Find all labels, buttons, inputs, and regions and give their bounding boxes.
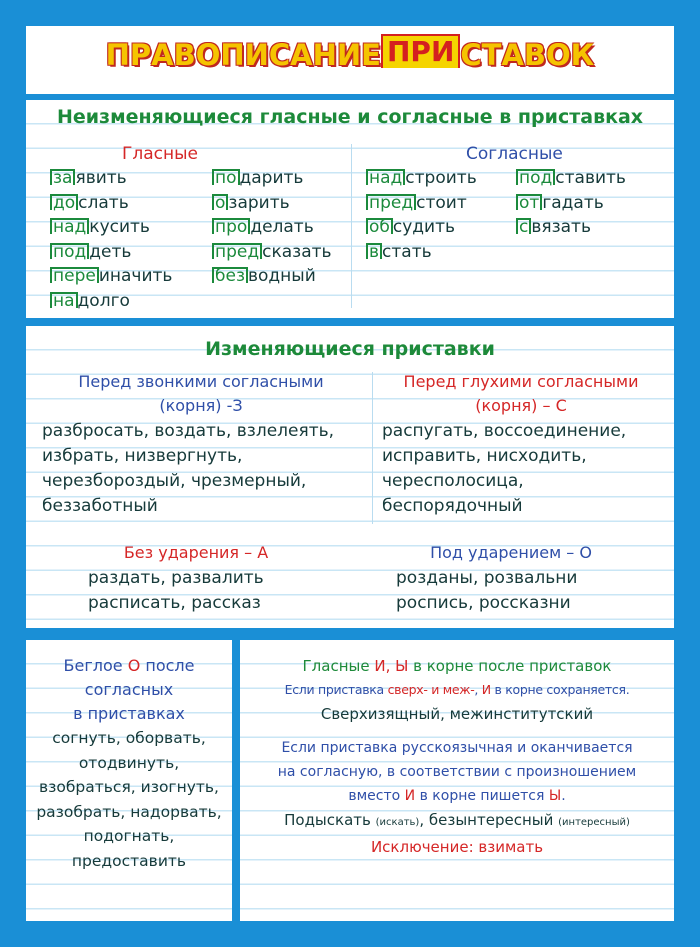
prefix-word <box>366 166 477 191</box>
voiced-examples <box>42 419 334 519</box>
word-rest: кусить <box>89 217 150 237</box>
word-rest: стать <box>382 241 432 262</box>
prefix-highlight: под <box>516 169 555 185</box>
prefix-highlight: под <box>50 243 89 259</box>
consonants-label: Согласные <box>466 144 563 164</box>
page-title <box>26 35 674 72</box>
prefix-highlight: об <box>366 218 393 234</box>
fleeting-o-heading <box>26 654 232 678</box>
i-y-heading-pre: Гласные <box>302 657 375 675</box>
heading-o: О <box>127 656 141 675</box>
prefix-highlight: о <box>212 194 228 210</box>
voiced-rule-line1: Перед звонкими согласными <box>78 372 324 391</box>
prefix-highlight: без <box>212 267 248 283</box>
word-rest: стоит <box>416 192 467 213</box>
i-y-rule-section <box>240 640 674 921</box>
prefix-highlight: с <box>516 218 531 234</box>
word-rest: судить <box>392 217 456 237</box>
prefix-word <box>516 166 626 191</box>
example-line: роспись, россказни <box>396 593 571 613</box>
section2-heading: Изменяющиеся приставки <box>205 338 495 360</box>
prefix-word <box>50 191 172 216</box>
i-y-heading-post: в корне после приставок <box>408 657 612 675</box>
prefix-word <box>50 264 172 289</box>
example-line: разобрать, надорвать, <box>36 802 222 821</box>
para3-y: Ы <box>548 788 562 804</box>
i-y-heading-letters: И, Ы <box>374 657 409 675</box>
prefix-highlight: над <box>50 218 89 234</box>
prefix-word <box>516 215 626 240</box>
example-note-2: (интересный) <box>558 817 630 828</box>
stressed-label: Под ударением – О <box>430 543 592 562</box>
title-prefix-highlight: ПРИ <box>381 34 460 68</box>
example-line: согнуть, оборвать, <box>52 729 206 747</box>
prefix-word <box>212 215 332 240</box>
word-rest: деть <box>89 241 132 262</box>
exception-line: Исключение: взимать <box>370 838 544 856</box>
heading-line3: в приставках <box>73 704 185 723</box>
word-rest: ставить <box>555 168 626 188</box>
prefix-word <box>212 191 332 216</box>
prefix-highlight: от <box>516 194 542 210</box>
word-rest: долго <box>77 290 130 311</box>
para3-post: . <box>561 788 566 804</box>
heading-line2: согласных <box>84 680 174 699</box>
prefix-highlight: пред <box>212 243 262 259</box>
example-line: беззаботный <box>42 496 158 516</box>
prefix-word <box>50 289 172 314</box>
changing-prefixes-section <box>26 326 674 628</box>
word-rest: слать <box>78 192 129 213</box>
voiceless-rule-line2: (корня) – С <box>475 396 567 415</box>
vowels-col-1 <box>50 166 172 313</box>
sverh-mezh-rule <box>240 678 674 702</box>
sverh-mezh-examples: Сверхизящный, межинститутский <box>320 705 594 723</box>
example-line: подогнать, <box>83 827 175 845</box>
section1-divider <box>351 144 352 308</box>
prefix-word <box>50 240 172 265</box>
example-line: отодвинуть, <box>78 753 180 772</box>
prefix-highlight: на <box>50 292 78 308</box>
word-rest: иначить <box>98 266 173 286</box>
example-line: распугать, воссоединение, <box>382 421 627 441</box>
example-word-1: Подыскать <box>284 811 371 829</box>
prefix-word <box>50 215 172 240</box>
consonants-col-2 <box>516 166 626 240</box>
unstressed-label: Без ударения – А <box>123 543 269 562</box>
voiced-rule-line2: (корня) -З <box>159 396 243 415</box>
prefix-word <box>516 191 626 216</box>
title-part-1: ПРАВОПИСАНИЕ <box>105 38 381 72</box>
fleeting-o-examples <box>26 726 232 873</box>
prefix-highlight: про <box>212 218 250 234</box>
prefix-word <box>50 166 172 191</box>
word-rest: строить <box>405 168 477 188</box>
example-line: разбросать, воздать, взлелеять, <box>42 421 335 441</box>
example-note-1: (искать) <box>375 817 420 828</box>
prefix-word <box>366 191 477 216</box>
voiceless-examples <box>382 419 626 519</box>
prefix-highlight: пред <box>366 194 416 210</box>
example-line: предоставить <box>71 851 187 870</box>
voiced-rule <box>36 370 366 418</box>
prefix-highlight: до <box>50 194 78 210</box>
example-line: чересполосица, <box>382 471 524 491</box>
prefix-word <box>212 240 332 265</box>
title-part-2: СТАВОК <box>460 38 595 72</box>
prefix-highlight: над <box>366 169 405 185</box>
para-line2: на согласную, в соответствии с произношением <box>277 764 637 780</box>
example-line: исправить, нисходить, <box>382 446 587 466</box>
prefix-highlight: по <box>212 169 240 185</box>
example-line: раздать, развалить <box>88 568 264 588</box>
prefix-word <box>212 166 332 191</box>
example-line: беспорядочный <box>382 496 523 516</box>
heading-post: после <box>140 656 195 675</box>
prefix-highlight: за <box>50 169 75 185</box>
i-y-heading <box>240 654 674 678</box>
prefix-word <box>366 215 477 240</box>
example-words <box>240 808 674 835</box>
unstressed-examples <box>88 566 264 616</box>
word-rest: водный <box>247 266 316 286</box>
example-word-2: безынтересный <box>428 811 554 829</box>
word-rest: делать <box>250 217 314 237</box>
rule-prefixes: сверх- и меж- <box>387 682 475 697</box>
section2-divider <box>372 372 373 524</box>
rule-i: И <box>481 682 491 697</box>
example-line: взобраться, изогнуть, <box>39 778 219 796</box>
stressed-examples <box>396 566 577 616</box>
prefix-highlight: в <box>366 243 382 259</box>
prefix-highlight: пере <box>50 267 99 283</box>
word-rest: вязать <box>531 217 591 237</box>
example-line: расписать, рассказ <box>88 593 261 613</box>
para3-i: И <box>404 788 416 804</box>
para-line3 <box>240 784 674 808</box>
para3-pre: вместо <box>348 788 405 804</box>
example-sep: , <box>419 811 429 829</box>
unchanging-prefixes-section <box>26 100 674 318</box>
para3-mid: в корне пишется <box>415 788 549 804</box>
rule-post: в корне сохраняется. <box>490 682 630 697</box>
heading-pre: Беглое <box>63 656 128 675</box>
section1-heading: Неизменяющиеся гласные и согласные в приставках <box>56 106 644 128</box>
para-line1: Если приставка русскоязычная и оканчивается <box>281 740 633 756</box>
word-rest: дарить <box>239 168 304 188</box>
vowels-col-2 <box>212 166 332 289</box>
title-panel <box>26 26 674 94</box>
word-rest: зарить <box>228 192 290 213</box>
fleeting-o-section <box>26 640 232 921</box>
word-rest: сказать <box>262 241 332 262</box>
word-rest: явить <box>75 168 127 188</box>
rule-mid: , <box>474 682 482 697</box>
example-line: черезбороздый, чрезмерный, <box>42 471 307 491</box>
prefix-word <box>366 240 477 265</box>
consonants-col-1 <box>366 166 477 264</box>
example-line: розданы, розвальни <box>396 568 578 588</box>
vowels-label: Гласные <box>122 144 198 164</box>
word-rest: гадать <box>542 192 604 213</box>
example-line: избрать, низвергнуть, <box>42 446 243 466</box>
voiceless-rule-line1: Перед глухими согласными <box>403 372 639 391</box>
prefix-word <box>212 264 332 289</box>
voiceless-rule <box>376 370 666 418</box>
rule-pre: Если приставка <box>284 682 388 697</box>
